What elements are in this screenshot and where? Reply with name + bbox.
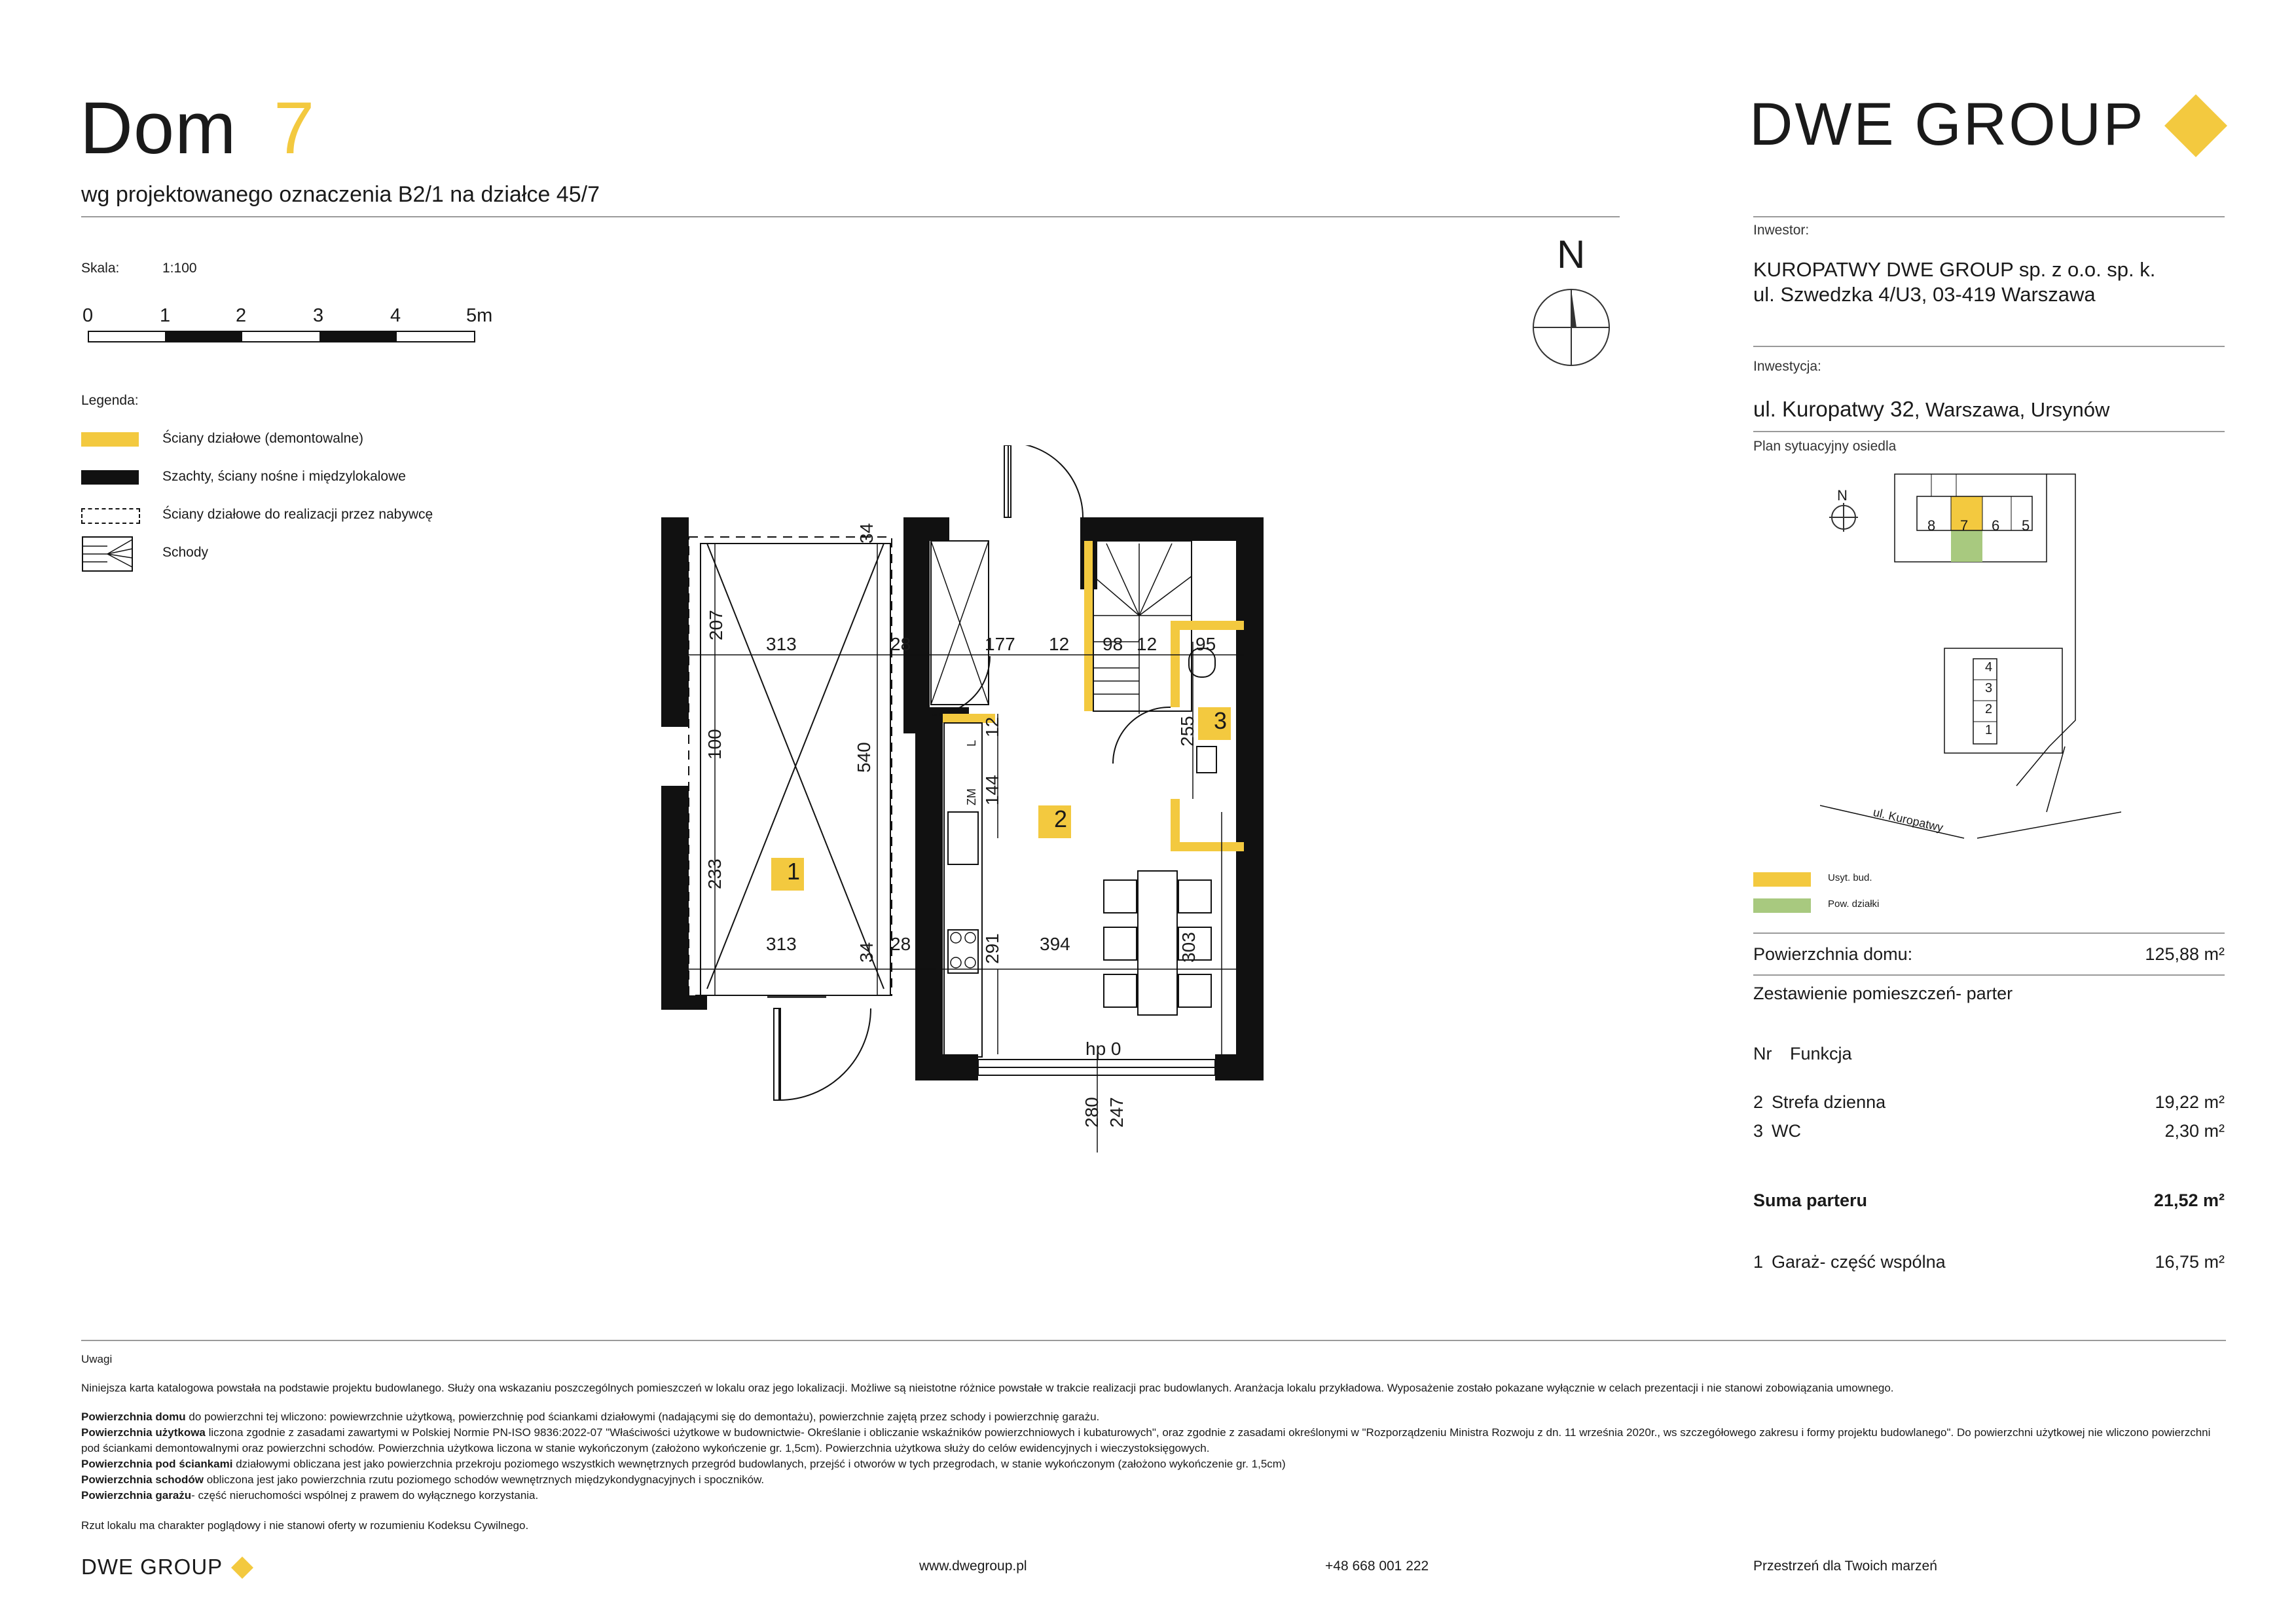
garage-row [1753, 1252, 2225, 1272]
shaft [931, 541, 989, 705]
footer-logo: DWE GROUP [81, 1555, 223, 1579]
legend-swatch-dashed [81, 508, 140, 524]
right-divider [1753, 431, 2225, 432]
dim-label: 394 [1040, 934, 1070, 954]
garage-name: Garaż- część wspólna [1772, 1252, 1946, 1272]
washbasin-icon [1197, 747, 1216, 773]
site-legend-swatch-yellow [1753, 872, 1811, 887]
sink-icon [948, 812, 978, 864]
dim-label: 144 [982, 775, 1002, 805]
room-nr: 3 [1753, 1121, 1764, 1141]
col-func: Funkcja [1790, 1044, 1852, 1063]
house-number: 7 [274, 87, 315, 169]
compass-north-label: N [1557, 232, 1586, 276]
scale-tick: 0 [82, 305, 94, 326]
legend-label: Szachty, ściany nośne i międzylokalowe [162, 469, 406, 484]
dim-label: 540 [854, 742, 874, 773]
note-bold: Powierzchnia garażu [81, 1489, 192, 1502]
level-marker: hp 0 [1085, 1039, 1121, 1059]
site-legend-swatch-green [1753, 898, 1811, 913]
header-divider [81, 216, 1620, 217]
dim-label: 28 [890, 634, 911, 654]
notes-divider [81, 1340, 2226, 1341]
notes-para1: Niniejsza karta katalogowa powstała na podstawie projektu budowlanego. Służy ona wskazaniu poszczególnych pomieszczeń w lokalu oraz jego lokalizacji. Możliwe są nieistotne różnice powstałe w trakcie realizacji prac budowlanych. Aranżacja lokalu przykładowa. Wyposażenie zostało pokazane wyłącznie w celach prezentacji i nie stanowi zobowiązania umownego. [81, 1382, 1894, 1394]
investment-city: , Warszawa, Ursynów [1914, 398, 2110, 421]
note-bold: Powierzchnia domu [81, 1411, 186, 1423]
dim-label: 313 [766, 934, 797, 954]
bottom-window [978, 1060, 1215, 1075]
room-number-3: 3 [1214, 707, 1228, 734]
dim-label: 98 [1102, 634, 1123, 654]
living-right-wall [1236, 517, 1264, 1080]
scale-tick: 3 [313, 305, 324, 326]
legend-label: Ściany działowe do realizacji przez nabywcę [162, 507, 433, 522]
scale-value: 1:100 [162, 261, 197, 276]
site-legend-label: Pow. działki [1828, 898, 1880, 910]
scale-bar [88, 330, 481, 344]
brand-logo: DWE GROUP [1749, 91, 2145, 158]
legend-swatch-black [81, 470, 139, 485]
note-text: - część nieruchomości wspólnej z prawem do wyłącznego korzystania. [191, 1489, 539, 1502]
site-unit: 3 [1985, 681, 1993, 695]
site-street: ul. Kuropatwy [1872, 805, 1945, 835]
dim-label: 28 [890, 934, 911, 954]
site-unit: 4 [1985, 660, 1993, 674]
rooms-title: Zestawienie pomieszczeń- parter [1753, 984, 2013, 1003]
stairs-icon [81, 536, 134, 572]
living-top-wall [1080, 517, 1264, 541]
brand-diamond-icon [2163, 93, 2229, 158]
dim-label: 207 [706, 610, 726, 640]
col-nr: Nr [1753, 1044, 1772, 1063]
room-name: Strefa dzienna [1772, 1092, 1886, 1112]
room-name: WC [1772, 1121, 1801, 1141]
site-plan [1820, 471, 2121, 864]
living-bottom-left-wall [915, 1054, 978, 1080]
right-divider [1753, 932, 2225, 934]
notes-title: Uwagi [81, 1353, 113, 1365]
investment-street: ul. Kuropatwy 32 [1753, 397, 1914, 421]
scale-tick: 4 [390, 305, 401, 326]
house-area-label: Powierzchnia domu: [1753, 944, 1913, 964]
footer-phone[interactable]: +48 668 001 222 [1325, 1559, 1429, 1574]
floor-plan [629, 445, 1296, 1166]
site-legend-label: Usyt. bud. [1828, 872, 1872, 883]
note-bold: Powierzchnia schodów [81, 1473, 204, 1486]
right-divider [1753, 346, 2225, 347]
kitchen-label: ZM [965, 788, 978, 805]
notes-last: Rzut lokalu ma charakter poglądowy i nie stanowi oferty w rozumieniu Kodeksu Cywilnego. [81, 1519, 529, 1532]
dim-label: 291 [982, 933, 1002, 964]
notes-definitions [81, 1409, 2215, 1504]
note-text: działowymi obliczana jest jako powierzchnia przekroju poziomego wszystkich wewnętrznych przegród budowlanych, przejść i otworów w tych przegrodach, w stanie wykończonym (założono wykończenie gr. 1,5cm) [232, 1458, 1286, 1470]
scale-tick: 2 [236, 305, 247, 326]
dim-label: 313 [766, 634, 797, 654]
dim-label: 34 [856, 523, 877, 544]
dim-label: 255 [1177, 716, 1197, 747]
dim-label: 12 [1049, 634, 1070, 654]
legend-label: Schody [162, 545, 209, 560]
garage-door-swing [779, 1008, 871, 1100]
site-unit: 6 [1992, 517, 2000, 534]
legend-label: Ściany działowe (demontowalne) [162, 431, 363, 446]
room-area: 2,30 m² [2164, 1121, 2225, 1141]
scale-tick: 1 [160, 305, 171, 326]
footer-slogan: Przestrzeń dla Twoich marzeń [1753, 1559, 1937, 1574]
rooms-header [1753, 1044, 2225, 1064]
scale-tick: 5m [466, 305, 493, 326]
note-text: obliczona jest jako powierzchnia rzutu poziomego schodów wewnętrznych międzykondygnacyjnych i spoczników. [204, 1473, 765, 1486]
note-text: do powierzchni tej wliczono: powiewrzchnie użytkową, powierzchnię pod ściankami działowymi (nadającymi się do demontażu), powierzchnie zajętą przez schody i powierzchnię garażu. [185, 1411, 1100, 1423]
kitchen-counter [944, 723, 982, 1057]
investor-line2: ul. Szwedzka 4/U3, 03-419 Warszawa [1753, 283, 2096, 306]
dim-label: 233 [704, 858, 725, 889]
garage-area: 16,75 m² [2155, 1252, 2225, 1272]
room-area: 19,22 m² [2155, 1092, 2225, 1112]
note-bold: Powierzchnia użytkowa [81, 1426, 206, 1439]
site-north: N [1837, 487, 1848, 504]
house-area-value: 125,88 m² [2145, 944, 2225, 964]
kitchen-label: L [965, 739, 978, 747]
dim-label: 34 [856, 942, 877, 963]
page-subtitle: wg projektowanego oznaczenia B2/1 na działce 45/7 [81, 182, 600, 207]
page-title: Dom [80, 87, 237, 169]
living-left-wall [915, 714, 943, 1080]
entrance-door-swing [1008, 445, 1083, 517]
room-number-1: 1 [787, 858, 801, 885]
note-bold: Powierzchnia pod ściankami [81, 1458, 233, 1470]
room-row [1753, 1121, 2225, 1141]
compass-icon [1531, 287, 1612, 368]
dim-label: 100 [704, 729, 725, 760]
investor-line1: KUROPATWY DWE GROUP sp. z o.o. sp. k. [1753, 258, 2156, 281]
site-unit: 8 [1927, 517, 1936, 534]
dim-label: 95 [1195, 634, 1216, 654]
site-unit: 7 [1960, 517, 1969, 534]
total-row [1753, 1190, 2225, 1211]
investor-label: Inwestor: [1753, 223, 1810, 238]
legend-swatch-yellow [81, 432, 139, 447]
total-value: 21,52 m² [2153, 1190, 2225, 1210]
room-row [1753, 1092, 2225, 1113]
dim-label: 12 [982, 716, 1002, 737]
site-unit: 5 [2022, 517, 2030, 534]
dim-label: 12 [1137, 634, 1157, 654]
footer-website[interactable]: www.dwegroup.pl [919, 1559, 1027, 1574]
room-nr: 2 [1753, 1092, 1764, 1112]
garage-nr: 1 [1753, 1252, 1764, 1272]
dim-label: 247 [1106, 1097, 1127, 1128]
room-number-2: 2 [1054, 805, 1068, 832]
note-text: liczona zgodnie z zasadami zawartymi w Polskiej Normie PN-ISO 9836:2022-07 "Właściwości użytkowe w budownictwie- Określanie i obliczanie wskaźników powierzchniowych i kubaturowych", oraz zgodnie z zasadami określonymi w "Rozporządzeniu Ministra Rozwoju z dn. 11 września 2020r., ws szczegółowego zakresu i formy projektu budowlanego". Do powierzchni użytkowej nie wliczono powierzchni pod ściankami demontowalnymi oraz powierzchni schodów. Powierzchnia użytkowa liczona w stanie wykończonym (założono wykończenie gr. 1,5cm). Powierzchnia użytkowa służy do celów ewidencyjnych i wieczystoksięgowych. [81, 1426, 2211, 1454]
site-plan-label: Plan sytuacyjny osiedla [1753, 439, 1897, 454]
legend-title: Legenda: [81, 393, 139, 408]
garage-inner-door [931, 656, 990, 715]
scale-label: Skala: [81, 261, 120, 276]
site-unit: 1 [1985, 723, 1993, 737]
right-divider [1753, 216, 2225, 217]
right-divider [1753, 974, 2225, 976]
dim-label: 303 [1178, 932, 1199, 963]
house-area-row [1753, 944, 2225, 965]
garage-walls [661, 517, 826, 1010]
footer-diamond-icon [230, 1556, 254, 1579]
dim-label: 177 [985, 634, 1015, 654]
site-unit: 2 [1985, 702, 1993, 716]
investment-label: Inwestycja: [1753, 359, 1821, 374]
dim-label: 280 [1082, 1097, 1102, 1128]
total-label: Suma parteru [1753, 1190, 1868, 1210]
